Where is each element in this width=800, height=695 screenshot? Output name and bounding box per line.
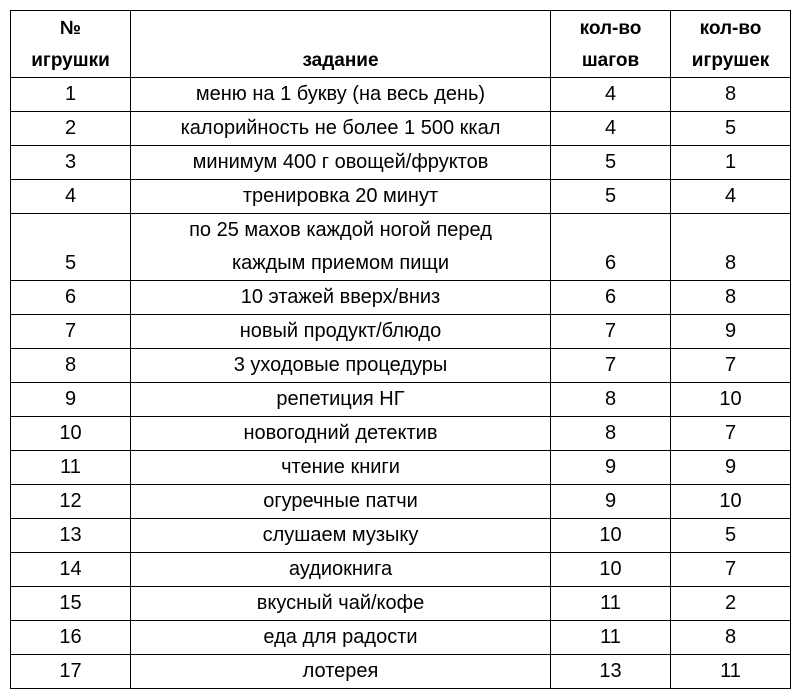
steps-cell: 9 <box>551 451 671 485</box>
table-header-row <box>11 11 791 78</box>
steps-cell: 9 <box>551 485 671 519</box>
toys-cell: 5 <box>671 519 791 553</box>
header-toy-number-line1: № <box>59 18 82 39</box>
steps-cell: 8 <box>551 383 671 417</box>
task-cell: новогодний детектив <box>131 417 551 451</box>
toy-number-cell: 6 <box>11 281 131 315</box>
toy-number-cell: 17 <box>11 655 131 689</box>
table-row <box>11 655 791 689</box>
task-cell: слушаем музыку <box>131 519 551 553</box>
steps-cell: 7 <box>551 349 671 383</box>
task-cell: огуречные патчи <box>131 485 551 519</box>
toy-number-cell: 16 <box>11 621 131 655</box>
toys-cell: 8 <box>671 78 791 112</box>
table-row <box>11 485 791 519</box>
table-row <box>11 349 791 383</box>
table-row <box>11 78 791 112</box>
task-text-line2: каждым приемом пищи <box>231 252 450 274</box>
task-cell: 10 этажей вверх/вниз <box>131 281 551 315</box>
toys-cell: 1 <box>671 146 791 180</box>
toy-number-cell: 13 <box>11 519 131 553</box>
steps-cell: 10 <box>551 519 671 553</box>
task-cell: вкусный чай/кофе <box>131 587 551 621</box>
toy-number-cell: 1 <box>11 78 131 112</box>
table-row <box>11 451 791 485</box>
toy-number-cell: 4 <box>11 180 131 214</box>
task-cell: новый продукт/блюдо <box>131 315 551 349</box>
task-cell: чтение книги <box>131 451 551 485</box>
toys-cell: 4 <box>671 180 791 214</box>
header-toy-number <box>11 11 131 78</box>
toys-cell: 5 <box>671 112 791 146</box>
steps-cell: 4 <box>551 78 671 112</box>
toy-number-cell: 12 <box>11 485 131 519</box>
toy-number-cell: 3 <box>11 146 131 180</box>
table-row <box>11 146 791 180</box>
tasks-table <box>10 10 791 689</box>
steps-cell: 6 <box>551 214 671 281</box>
table-row <box>11 621 791 655</box>
table-row <box>11 315 791 349</box>
table-row <box>11 180 791 214</box>
toy-number-cell: 10 <box>11 417 131 451</box>
steps-cell: 10 <box>551 553 671 587</box>
toy-number-cell: 11 <box>11 451 131 485</box>
header-task <box>131 11 551 78</box>
toy-number-cell: 14 <box>11 553 131 587</box>
toys-cell: 8 <box>671 621 791 655</box>
steps-cell: 8 <box>551 417 671 451</box>
task-cell <box>131 214 551 281</box>
task-cell: аудиокнига <box>131 553 551 587</box>
header-steps-count <box>551 11 671 78</box>
steps-cell: 6 <box>551 281 671 315</box>
steps-cell: 13 <box>551 655 671 689</box>
toy-number-cell: 7 <box>11 315 131 349</box>
toys-cell: 9 <box>671 451 791 485</box>
steps-cell: 11 <box>551 587 671 621</box>
toys-cell: 7 <box>671 349 791 383</box>
toys-cell: 11 <box>671 655 791 689</box>
table-row <box>11 281 791 315</box>
toy-number-cell: 15 <box>11 587 131 621</box>
header-toys-line2: игрушек <box>691 50 770 71</box>
task-cell: 3 уходовые процедуры <box>131 349 551 383</box>
toys-cell: 7 <box>671 417 791 451</box>
table-row <box>11 383 791 417</box>
toys-cell: 10 <box>671 485 791 519</box>
table-row <box>11 553 791 587</box>
toys-cell: 9 <box>671 315 791 349</box>
task-cell: лотерея <box>131 655 551 689</box>
toys-cell: 8 <box>671 281 791 315</box>
header-toys-line1: кол-во <box>699 18 762 39</box>
toy-number-cell: 2 <box>11 112 131 146</box>
steps-cell: 5 <box>551 180 671 214</box>
toy-number-cell: 5 <box>11 214 131 281</box>
header-toy-number-line2: игрушки <box>31 50 110 71</box>
toys-cell: 8 <box>671 214 791 281</box>
table-row <box>11 519 791 553</box>
toys-cell: 10 <box>671 383 791 417</box>
task-cell: минимум 400 г овощей/фруктов <box>131 146 551 180</box>
task-text-line1: по 25 махов каждой ногой перед <box>189 219 492 241</box>
task-cell: еда для радости <box>131 621 551 655</box>
steps-cell: 5 <box>551 146 671 180</box>
toys-cell: 7 <box>671 553 791 587</box>
task-cell: калорийность не более 1 500 ккал <box>131 112 551 146</box>
steps-cell: 4 <box>551 112 671 146</box>
steps-cell: 7 <box>551 315 671 349</box>
toys-cell: 2 <box>671 587 791 621</box>
header-steps-line2: шагов <box>581 50 640 71</box>
table-row <box>11 417 791 451</box>
task-cell: меню на 1 букву (на весь день) <box>131 78 551 112</box>
toy-number-cell: 9 <box>11 383 131 417</box>
task-cell: репетиция НГ <box>131 383 551 417</box>
task-cell: тренировка 20 минут <box>131 180 551 214</box>
header-toys-count <box>671 11 791 78</box>
table-row <box>11 112 791 146</box>
table-row <box>11 214 791 281</box>
table-row <box>11 587 791 621</box>
steps-cell: 11 <box>551 621 671 655</box>
header-steps-line1: кол-во <box>579 18 642 39</box>
header-task-label: задание <box>302 50 379 71</box>
toy-number-cell: 8 <box>11 349 131 383</box>
